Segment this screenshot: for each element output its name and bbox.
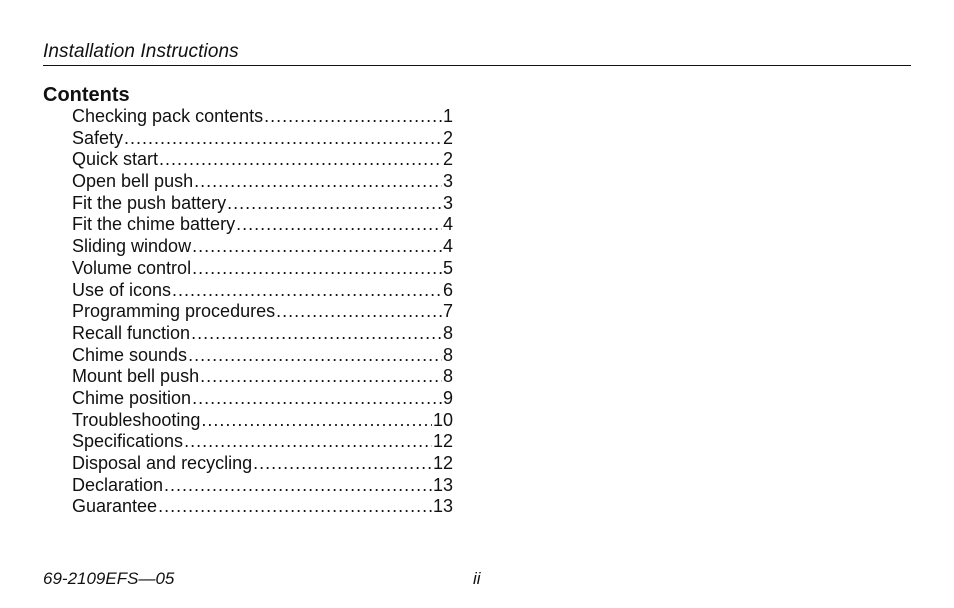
toc-entry-page: 4	[442, 236, 453, 257]
toc-dot-leader	[192, 258, 442, 280]
toc-entry-label: Disposal and recycling	[72, 453, 253, 473]
toc-dot-leader	[158, 496, 432, 518]
toc-dot-leader	[124, 128, 442, 150]
toc-entry-page: 1	[442, 106, 453, 126]
toc-entry-label: Declaration	[72, 474, 164, 495]
toc-entry-chime-position[interactable]	[72, 388, 453, 410]
toc-entry-troubleshooting[interactable]	[72, 410, 453, 432]
toc-entry-page: 8	[442, 344, 453, 365]
toc-entry-volume-control[interactable]	[72, 258, 453, 280]
toc-entry-use-of-icons[interactable]	[72, 280, 453, 302]
toc-entry-label: Specifications	[72, 431, 184, 452]
toc-entry-fit-push-battery[interactable]	[72, 193, 453, 215]
toc-entry-page: 2	[442, 127, 453, 148]
toc-dot-leader	[236, 214, 442, 236]
toc-entry-disposal-and-recycling[interactable]	[72, 453, 453, 475]
toc-dot-leader	[184, 431, 432, 453]
toc-entry-page: 6	[442, 279, 453, 300]
toc-entry-checking-pack-contents[interactable]	[72, 106, 453, 128]
toc-entry-page: 12	[432, 431, 453, 452]
toc-entry-specifications[interactable]	[72, 431, 453, 453]
toc-entry-page: 2	[442, 149, 453, 170]
toc-entry-label: Volume control	[72, 257, 192, 278]
toc-dot-leader	[192, 236, 442, 258]
toc-entry-label: Sliding window	[72, 236, 192, 257]
toc-entry-label: Use of icons	[72, 279, 172, 300]
toc-entry-page: 5	[442, 257, 453, 278]
toc-entry-page: 13	[432, 496, 453, 517]
toc-entry-label: Checking pack contents	[72, 106, 264, 126]
toc-entry-page: 13	[432, 474, 453, 495]
toc-dot-leader	[253, 453, 432, 475]
toc-entry-declaration[interactable]	[72, 475, 453, 497]
toc-dot-leader	[192, 388, 442, 410]
toc-entry-label: Fit the push battery	[72, 192, 227, 213]
toc-entry-label: Recall function	[72, 322, 191, 343]
toc-entry-label: Quick start	[72, 149, 159, 170]
contents-heading: Contents	[43, 84, 130, 106]
toc-dot-leader	[194, 171, 442, 193]
header-divider	[43, 65, 911, 66]
toc-entry-chime-sounds[interactable]	[72, 345, 453, 367]
toc-entry-page: 10	[432, 409, 453, 430]
page-number: ii	[473, 569, 481, 588]
toc-entry-label: Safety	[72, 127, 124, 148]
toc-dot-leader	[159, 149, 442, 171]
toc-dot-leader	[188, 345, 442, 367]
toc-entry-label: Chime sounds	[72, 344, 188, 365]
toc-entry-open-bell-push[interactable]	[72, 171, 453, 193]
toc-entry-guarantee[interactable]	[72, 496, 453, 518]
toc-entry-label: Open bell push	[72, 171, 194, 192]
toc-dot-leader	[201, 410, 432, 432]
toc-dot-leader	[164, 475, 432, 497]
toc-entry-mount-bell-push[interactable]	[72, 366, 453, 388]
toc-entry-fit-chime-battery[interactable]	[72, 214, 453, 236]
toc-dot-leader	[200, 366, 442, 388]
document-number: 69-2109EFS—05	[43, 569, 175, 588]
toc-entry-label: Programming procedures	[72, 301, 276, 322]
toc-entry-label: Mount bell push	[72, 366, 200, 387]
toc-dot-leader	[264, 106, 442, 128]
toc-entry-label: Fit the chime battery	[72, 214, 236, 235]
table-of-contents	[72, 106, 453, 518]
toc-dot-leader	[227, 193, 442, 215]
header-title: Installation Instructions	[43, 41, 239, 62]
toc-entry-label: Troubleshooting	[72, 409, 201, 430]
toc-dot-leader	[276, 301, 442, 323]
toc-dot-leader	[172, 280, 442, 302]
toc-entry-page: 9	[442, 387, 453, 408]
toc-entry-page: 3	[442, 171, 453, 192]
toc-entry-recall-function[interactable]	[72, 323, 453, 345]
toc-dot-leader	[191, 323, 442, 345]
toc-entry-safety[interactable]	[72, 128, 453, 150]
toc-entry-page: 8	[442, 322, 453, 343]
toc-entry-page: 7	[442, 301, 453, 322]
toc-entry-label: Chime position	[72, 387, 192, 408]
toc-entry-page: 4	[442, 214, 453, 235]
toc-entry-page: 8	[442, 366, 453, 387]
toc-entry-page: 12	[432, 453, 453, 473]
toc-entry-quick-start[interactable]	[72, 149, 453, 171]
toc-entry-page: 3	[442, 192, 453, 213]
toc-entry-programming-procedures[interactable]	[72, 301, 453, 323]
toc-entry-label: Guarantee	[72, 496, 158, 517]
toc-entry-sliding-window[interactable]	[72, 236, 453, 258]
